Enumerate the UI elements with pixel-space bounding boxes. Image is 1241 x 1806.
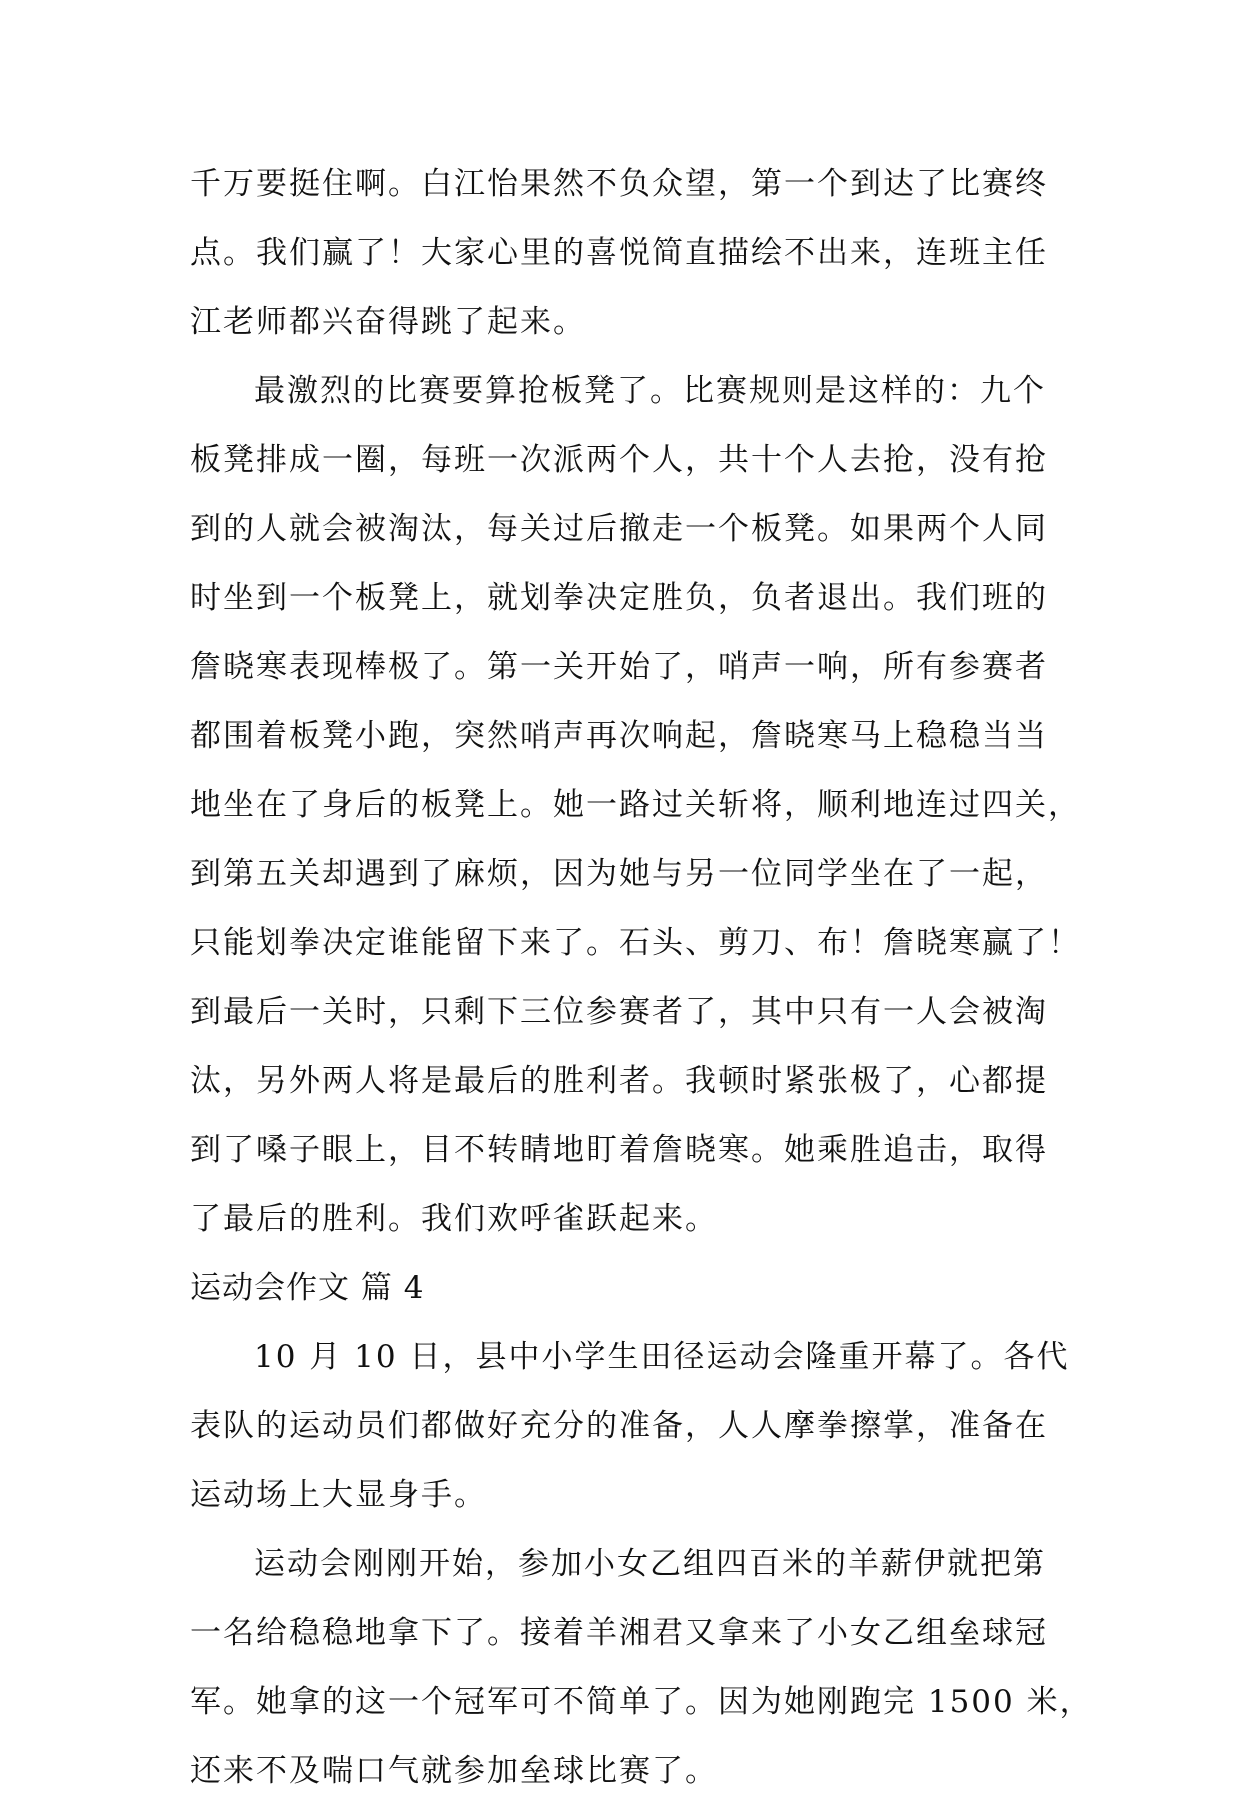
text-line: 一名给稳稳地拿下了。接着羊湘君又拿来了小女乙组垒球冠	[190, 1615, 1048, 1651]
paragraph-first-line: 运动会刚刚开始，参加小女乙组四百米的羊薪伊就把第	[254, 1546, 1046, 1582]
text-line: 板凳排成一圈，每班一次派两个人，共十个人去抢，没有抢	[190, 442, 1048, 478]
text-line: 军。她拿的这一个冠军可不简单了。因为她刚跑完 1500 米，	[190, 1684, 1093, 1720]
text-line: 点。我们赢了！大家心里的喜悦简直描绘不出来，连班主任	[190, 235, 1048, 271]
section-heading: 运动会作文 篇 4	[190, 1270, 425, 1306]
article-body	[190, 150, 1093, 1806]
text-line: 到第五关却遇到了麻烦，因为她与另一位同学坐在了一起，	[190, 856, 1048, 892]
text-line: 都围着板凳小跑，突然哨声再次响起，詹晓寒马上稳稳当当	[190, 718, 1048, 754]
text-line: 地坐在了身后的板凳上。她一路过关斩将，顺利地连过四关，	[190, 787, 1081, 823]
text-line: 到了嗓子眼上，目不转睛地盯着詹晓寒。她乘胜追击，取得	[190, 1132, 1048, 1168]
paragraph-first-line: 10 月 10 日，县中小学生田径运动会隆重开幕了。各代	[254, 1339, 1070, 1375]
text-line: 詹晓寒表现棒极了。第一关开始了，哨声一响，所有参赛者	[190, 649, 1048, 685]
text-line: 表队的运动员们都做好充分的准备，人人摩拳擦掌，准备在	[190, 1408, 1048, 1444]
paragraph-first-line: 最激烈的比赛要算抢板凳了。比赛规则是这样的：九个	[254, 373, 1046, 409]
text-line: 汰，另外两人将是最后的胜利者。我顿时紧张极了，心都提	[190, 1063, 1048, 1099]
text-line: 到的人就会被淘汰，每关过后撤走一个板凳。如果两个人同	[190, 511, 1048, 547]
text-line: 只能划拳决定谁能留下来了。石头、剪刀、布！詹晓寒赢了！	[190, 925, 1081, 961]
text-line: 还来不及喘口气就参加垒球比赛了。	[190, 1753, 718, 1789]
text-line: 到最后一关时，只剩下三位参赛者了，其中只有一人会被淘	[190, 994, 1048, 1030]
text-line: 江老师都兴奋得跳了起来。	[190, 304, 586, 340]
text-line: 了最后的胜利。我们欢呼雀跃起来。	[190, 1201, 718, 1237]
text-line: 运动场上大显身手。	[190, 1477, 487, 1513]
text-line: 千万要挺住啊。白江怡果然不负众望，第一个到达了比赛终	[190, 166, 1048, 202]
text-line: 时坐到一个板凳上，就划拳决定胜负，负者退出。我们班的	[190, 580, 1048, 616]
